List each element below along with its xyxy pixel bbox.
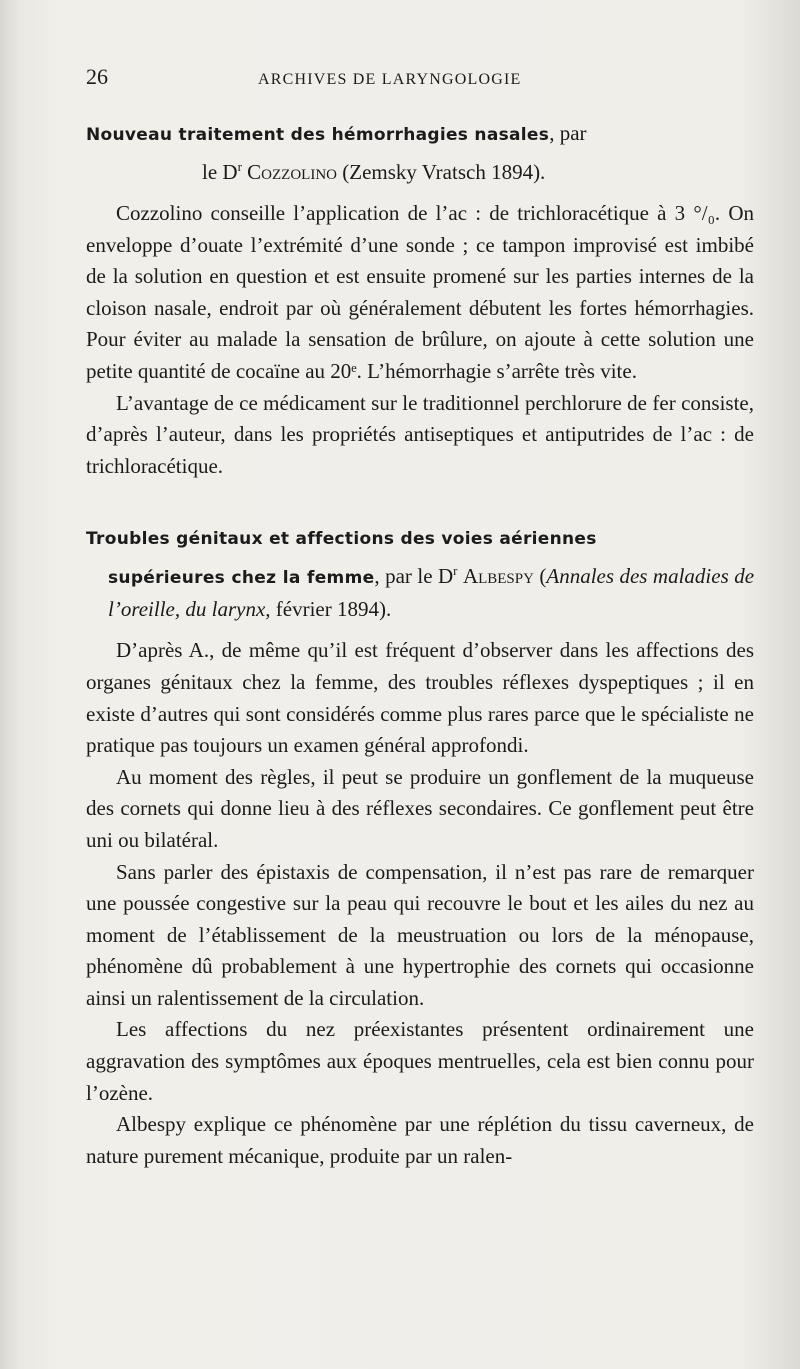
article-1-heading: [86, 118, 754, 188]
section-gap: [86, 482, 754, 512]
article-1-author: Cozzolino: [247, 160, 337, 184]
article-2-heading: [86, 522, 754, 625]
article-2-paragraph: D’après A., de même qu’il est fréquent d’observer dans les affections des organes génitaux chez la femme, des troubles réflexes dyspeptiques ; il en existe d’autres qui sont considérés comme plus rares parce que le spécialiste ne pratique pas toujours un examen général approfondi.: [86, 638, 754, 758]
article-1-paragraph: Cozzolino conseille l’application de l’ac : de trichloracétique à 3 °/₀. On enveloppe d’ouate l’extrémité d’une sonde ; ce tampon improvisé est imbibé de la solution en question et est ensuite promené sur les parties internes de la cloison nasale, endroit par où généralement débutent les fortes hémorrhagies. Pour éviter au malade la sensation de brûlure, on ajoute à cette solution une petite quantité de cocaïne au 20ᵉ. L’hémorrhagie s’arrête très vite.: [86, 201, 754, 383]
article-1-source: (Zemsky Vratsch 1894).: [337, 160, 546, 184]
article-1-byline-a: , par: [549, 121, 587, 145]
article-2-paragraph: Les affections du nez préexistantes présentent ordinairement une aggravation des symptômes aux époques mentruelles, cela est bien connu pour l’ozène.: [86, 1017, 754, 1105]
running-title: ARCHIVES DE LARYNGOLOGIE: [258, 71, 522, 88]
article-2-paragraph: Sans parler des épistaxis de compensation, il n’est pas rare de remarquer une poussée congestive sur la peau qui recouvre le bout et les ailes du nez au moment de l’établissement de la meustruation ou lors de la ménopause, phénomène dû probablement à une hypertrophie des cornets qui occasionne ainsi un ralentissement de la circulation.: [86, 859, 754, 1010]
page-content: [86, 64, 754, 1172]
article-2-title-line-2: supérieures chez la femme: [108, 568, 375, 589]
article-1-title: Nouveau traitement des hémorrhagies nasales: [86, 125, 550, 145]
page-number: 26: [86, 64, 108, 89]
article-2-paragraph: Au moment des règles, il peut se produire un gonflement de la muqueuse des cornets qui donne lieu à des réflexes secondaires. Ce gonflement peut être uni ou bilatéral.: [86, 764, 754, 852]
article-2-paragraph: Albespy explique ce phénomène par une réplétion du tissu caverneux, de nature purement mécanique, produite par un ralen-: [86, 1112, 754, 1168]
article-1-paragraph: L’avantage de ce médicament sur le traditionnel perchlorure de fer consiste, d’après l’auteur, dans les propriétés antiseptiques et antiputrides de l’ac : de trichloracétique.: [86, 390, 754, 478]
article-2-source-date: février 1894).: [270, 597, 392, 622]
article-2-byline-sup: r: [453, 563, 458, 579]
article-2-source-open: (: [533, 564, 547, 589]
running-header: [86, 64, 754, 108]
article-1-byline-sup: r: [237, 159, 242, 174]
article-2-byline-a: , par le D: [374, 564, 454, 589]
article-1-byline-b: le D: [202, 160, 238, 184]
article-2-author: Albespy: [462, 564, 534, 589]
article-2-journal: Annales des maladies de l’oreille, du larynx,: [108, 564, 755, 622]
article-2-title-line-1: Troubles génitaux et affections des voies aériennes: [86, 529, 597, 550]
